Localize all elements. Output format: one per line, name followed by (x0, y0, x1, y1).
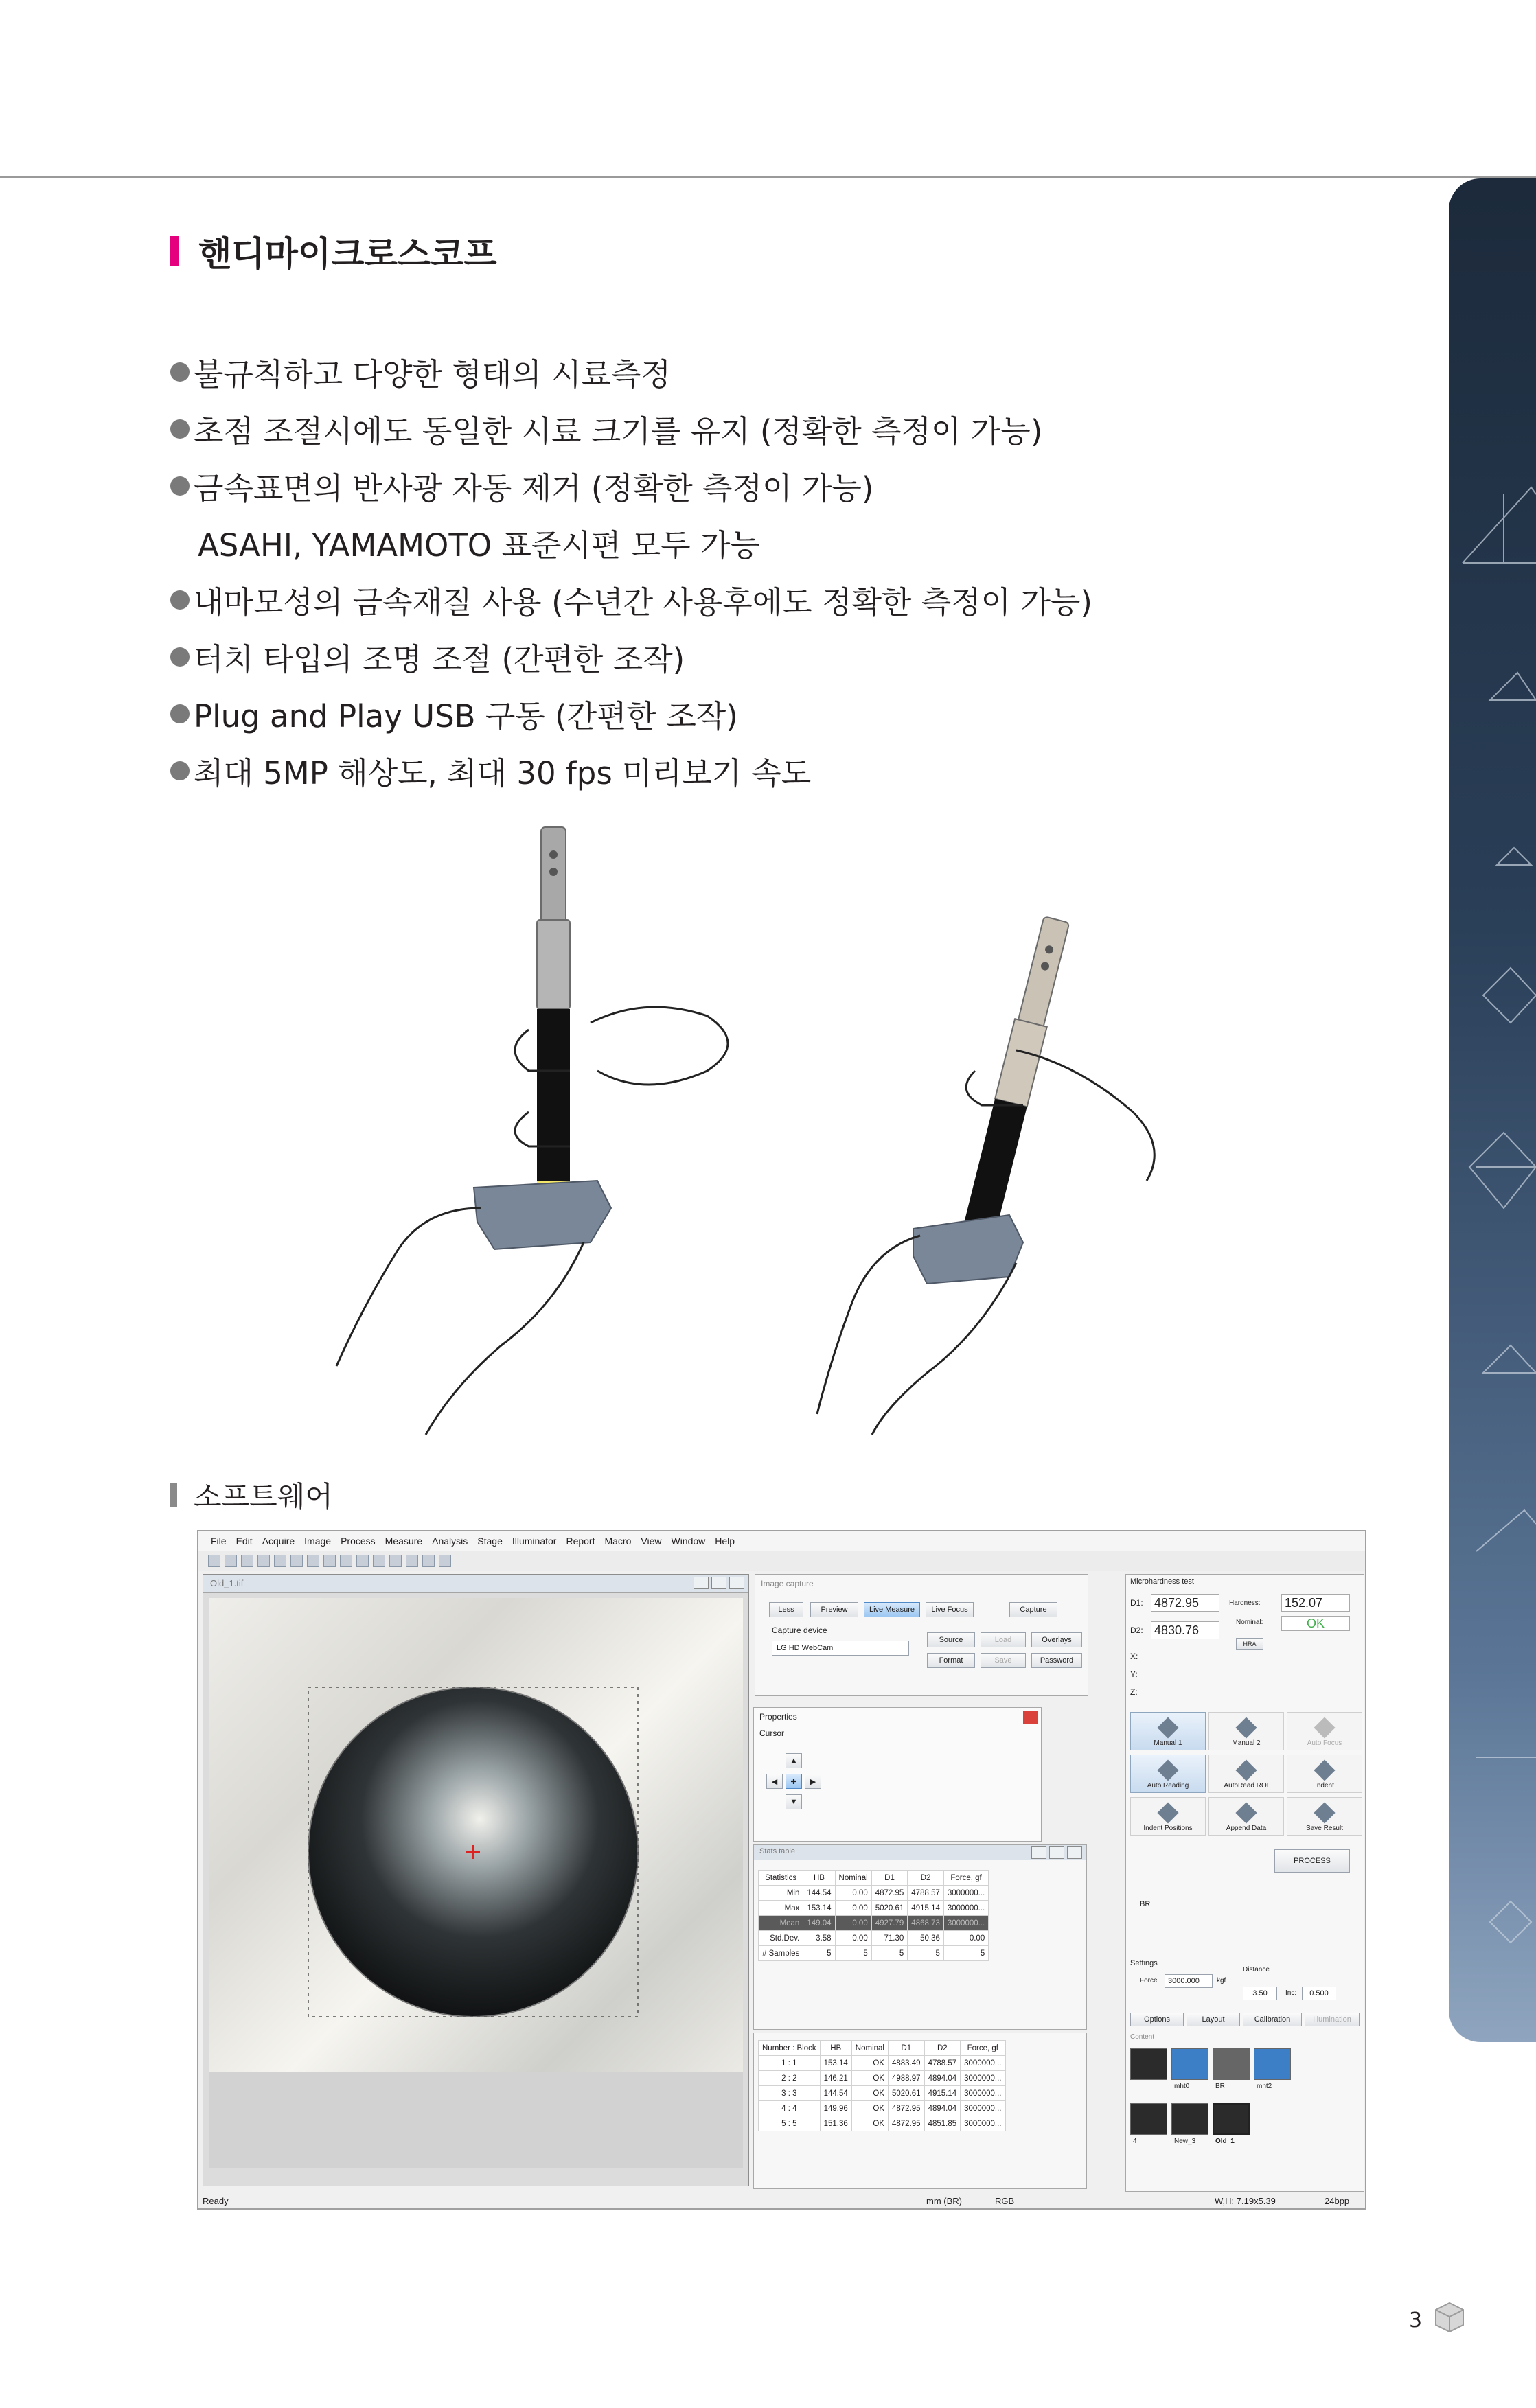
feature-list (170, 343, 1338, 799)
properties-panel (753, 1707, 1042, 1842)
thumbnail[interactable] (1130, 2048, 1167, 2080)
table-cell: 4883.49 (888, 2056, 924, 2071)
column-header[interactable]: D1 (888, 2041, 924, 2056)
feature-text: ASAHI, YAMAMOTO 표준시편 모두 가능 (198, 527, 760, 564)
button-label: Manual 2 (1232, 1739, 1261, 1747)
software-subtitle (170, 1474, 333, 1516)
bullet-icon (170, 476, 190, 496)
menu-macro[interactable]: Macro (604, 1536, 632, 1547)
maximize-icon[interactable] (711, 1577, 726, 1589)
table-cell: # Samples (759, 1946, 803, 1961)
bullet-icon (170, 761, 190, 780)
save-icon (1314, 1802, 1335, 1823)
column-header[interactable]: Force, gf (961, 2041, 1005, 2056)
menu-report[interactable]: Report (566, 1536, 595, 1547)
inc-input[interactable]: 0.500 (1302, 1987, 1336, 2000)
stats-table (758, 1870, 989, 1961)
force-label: Force (1140, 1977, 1158, 1984)
column-header[interactable]: Nominal (835, 1871, 871, 1886)
inc-label: Inc: (1285, 1989, 1297, 1997)
tab-illumination[interactable]: Illumination (1305, 2013, 1360, 2026)
indent-button[interactable] (1287, 1755, 1362, 1793)
load-button[interactable]: Load (981, 1632, 1026, 1647)
focus-icon (1314, 1717, 1335, 1738)
preview-button[interactable]: Preview (810, 1602, 858, 1617)
feature-item (170, 343, 1338, 400)
manual-1-button[interactable] (1130, 1712, 1206, 1750)
hardness-title: Microhardness test (1130, 1577, 1194, 1586)
grid-icon (1157, 1802, 1178, 1823)
histogram-icon[interactable] (356, 1555, 369, 1567)
thumbnail-label: mht0 (1174, 2083, 1190, 2090)
feature-item (170, 685, 1338, 742)
data-table (758, 2040, 1006, 2131)
roi-icon (1235, 1759, 1257, 1781)
status-depth: 24bpp (1325, 2196, 1350, 2206)
feature-text: 내마모성의 금속재질 사용 (수년간 사용후에도 정확한 측정이 가능) (194, 584, 1092, 621)
specimen-image[interactable] (209, 1598, 743, 2072)
column-header[interactable]: D2 (924, 2041, 961, 2056)
d1-value: 4872.95 (1151, 1594, 1219, 1612)
table-cell: 71.30 (871, 1931, 908, 1946)
table-cell: 4872.95 (888, 2116, 924, 2131)
bullet-icon (170, 647, 190, 667)
print-icon[interactable] (257, 1555, 270, 1567)
button-label: Save Result (1306, 1825, 1343, 1832)
table-cell: 0.00 (835, 1886, 871, 1901)
button-label: Indent (1315, 1782, 1334, 1790)
table-row[interactable] (759, 2101, 1006, 2116)
menu-help[interactable]: Help (715, 1536, 735, 1547)
append-icon (1235, 1802, 1257, 1823)
settings-label: Settings (1130, 1959, 1158, 1967)
ruler-icon[interactable] (422, 1555, 435, 1567)
indenter-label: BR (1140, 1900, 1151, 1908)
less-button[interactable]: Less (769, 1602, 803, 1617)
section-title-text: 핸디마이크로스코프 (198, 234, 497, 274)
feature-text: 불규칙하고 다양한 형태의 시료측정 (194, 356, 671, 393)
stats-window (753, 1844, 1087, 2030)
z-label: Z: (1130, 1687, 1138, 1697)
zoom-out-icon[interactable] (389, 1555, 402, 1567)
status-unit: mm (BR) (926, 2196, 962, 2206)
side-decoration-tab (1449, 178, 1536, 2042)
capture-button[interactable]: Capture (1009, 1602, 1057, 1617)
table-cell: 3000000... (961, 2071, 1005, 2086)
title-accent-bar (170, 236, 179, 266)
bullet-icon (170, 362, 190, 382)
table-cell: OK (851, 2101, 888, 2116)
table-cell: 4851.85 (924, 2116, 961, 2131)
table-cell: 4988.97 (888, 2071, 924, 2086)
thumbnail[interactable] (1171, 2103, 1208, 2135)
tab-options[interactable]: Options (1130, 2013, 1184, 2026)
table-row[interactable] (759, 1931, 989, 1946)
menu-illuminator[interactable]: Illuminator (512, 1536, 557, 1547)
maximize-icon[interactable] (1049, 1846, 1064, 1859)
column-header[interactable]: HB (803, 1871, 835, 1886)
table-cell: 4872.95 (888, 2101, 924, 2116)
table-cell: 153.14 (820, 2056, 851, 2071)
indenter-icon (1314, 1759, 1335, 1781)
autoread-roi-button[interactable] (1208, 1755, 1284, 1793)
indent-positions-button[interactable] (1130, 1797, 1206, 1836)
thumbnail-selected[interactable] (1213, 2103, 1250, 2135)
new-icon[interactable] (208, 1555, 220, 1567)
menu-edit[interactable]: Edit (236, 1536, 253, 1547)
thumbnail[interactable] (1213, 2048, 1250, 2080)
image-margin (209, 2072, 743, 2168)
table-cell: OK (851, 2071, 888, 2086)
table-cell: 4872.95 (871, 1886, 908, 1901)
bullet-icon (170, 704, 190, 723)
button-label: Indent Positions (1143, 1825, 1193, 1832)
microscope-illustration (323, 824, 1250, 1442)
tab-calibration[interactable]: Calibration (1243, 2013, 1302, 2026)
image-window-title (203, 1575, 748, 1593)
nominal-value: OK (1281, 1616, 1350, 1631)
save-icon[interactable] (241, 1555, 253, 1567)
nominal-label: Nominal: (1236, 1619, 1263, 1626)
feature-item (170, 457, 1338, 514)
menu-view[interactable]: View (641, 1536, 662, 1547)
force-select[interactable]: 3000.000 (1165, 1974, 1213, 1988)
table-cell: 153.14 (803, 1901, 835, 1916)
menu-process[interactable]: Process (341, 1536, 376, 1547)
y-label: Y: (1130, 1669, 1138, 1679)
thumbnail-label: New_3 (1174, 2138, 1196, 2145)
column-header[interactable]: D1 (871, 1871, 908, 1886)
d1-label: D1: (1130, 1598, 1143, 1608)
live-measure-button[interactable]: Live Measure (864, 1602, 920, 1617)
hardness-panel (1125, 1574, 1364, 2192)
table-cell: Min (759, 1886, 803, 1901)
table-cell: Max (759, 1901, 803, 1916)
arrow-up-icon[interactable]: ▲ (786, 1753, 802, 1768)
feature-item (170, 628, 1338, 685)
d2-label: D2: (1130, 1625, 1143, 1635)
close-icon[interactable] (729, 1577, 744, 1589)
thumbnail[interactable] (1171, 2048, 1208, 2080)
subtitle-accent-bar (170, 1483, 177, 1507)
distance-input[interactable]: 3.50 (1243, 1987, 1277, 2000)
paste-icon[interactable] (307, 1555, 319, 1567)
table-cell: 4 : 4 (759, 2101, 821, 2116)
table-header (759, 2041, 1006, 2056)
page-number: 3 (1409, 2308, 1423, 2332)
cursor-label: Cursor (759, 1728, 785, 1738)
table-cell: 5020.61 (888, 2086, 924, 2101)
column-header[interactable]: Statistics (759, 1871, 803, 1886)
column-header[interactable]: D2 (908, 1871, 944, 1886)
table-cell: 5 (803, 1946, 835, 1961)
table-cell: 3000000... (961, 2086, 1005, 2101)
button-label: Append Data (1226, 1825, 1267, 1832)
force-unit: kgf (1217, 1977, 1226, 1984)
save-capture-button[interactable]: Save (981, 1653, 1026, 1668)
table-cell: Mean (759, 1916, 803, 1931)
menu-file[interactable]: File (211, 1536, 227, 1547)
thumbnail-label: 4 (1133, 2138, 1137, 2145)
hardness-value: 152.07 (1281, 1594, 1350, 1612)
cursor-pad (766, 1753, 821, 1812)
table-row[interactable] (759, 2071, 1006, 2086)
microscope-tilted (817, 916, 1154, 1435)
column-header[interactable]: Nominal (851, 2041, 888, 2056)
table-cell: 0.00 (835, 1916, 871, 1931)
table-cell: 151.36 (820, 2116, 851, 2131)
feature-text: Plug and Play USB 구동 (간편한 조작) (194, 698, 738, 734)
diamond-icon (1235, 1717, 1257, 1738)
button-label: Auto Focus (1307, 1739, 1342, 1747)
table-cell: 5 (871, 1946, 908, 1961)
table-cell: 3000000... (961, 2101, 1005, 2116)
table-cell: 146.21 (820, 2071, 851, 2086)
close-icon[interactable] (1023, 1711, 1038, 1724)
table-cell: OK (851, 2086, 888, 2101)
bullet-icon (170, 419, 190, 439)
thumbnail[interactable] (1130, 2103, 1167, 2135)
table-cell: 4915.14 (908, 1901, 944, 1916)
table-cell: 3000000... (943, 1916, 988, 1931)
table-cell: 144.54 (820, 2086, 851, 2101)
table-cell: 4788.57 (924, 2056, 961, 2071)
table-cell: 3000000... (961, 2116, 1005, 2131)
table-row[interactable] (759, 1886, 989, 1901)
menu-measure[interactable]: Measure (385, 1536, 423, 1547)
arrow-left-icon[interactable]: ◀ (766, 1774, 783, 1789)
table-header (759, 1871, 989, 1886)
table-cell: 2 : 2 (759, 2071, 821, 2086)
button-label: AutoRead ROI (1224, 1782, 1269, 1790)
capture-device-select[interactable]: LG HD WebCam (772, 1641, 909, 1656)
feature-text: 터치 타입의 조명 조절 (간편한 조작) (194, 641, 685, 678)
password-button[interactable]: Password (1031, 1653, 1082, 1668)
distance-label: Distance (1243, 1966, 1270, 1973)
table-cell: OK (851, 2056, 888, 2071)
thumbnail-label: Old_1 (1215, 2138, 1235, 2145)
menu-acquire[interactable]: Acquire (262, 1536, 295, 1547)
table-cell: 4927.79 (871, 1916, 908, 1931)
camera-icon[interactable] (340, 1555, 352, 1567)
capture-device-label: Capture device (772, 1625, 827, 1635)
table-cell: 4894.04 (924, 2071, 961, 2086)
undo-icon[interactable] (323, 1555, 336, 1567)
table-cell: 1 : 1 (759, 2056, 821, 2071)
microscope-upright (336, 827, 728, 1435)
section-title (170, 227, 497, 276)
feature-item (170, 400, 1338, 457)
table-cell: 149.04 (803, 1916, 835, 1931)
auto-focus-button[interactable] (1287, 1712, 1362, 1750)
play-icon[interactable] (439, 1555, 451, 1567)
table-cell: 144.54 (803, 1886, 835, 1901)
live-focus-button[interactable]: Live Focus (926, 1602, 974, 1617)
feature-text: 최대 5MP 해상도, 최대 30 fps 미리보기 속도 (194, 755, 812, 791)
zoom-fit-icon[interactable] (406, 1555, 418, 1567)
table-cell: 5 : 5 (759, 2116, 821, 2131)
format-button[interactable]: Format (927, 1653, 975, 1668)
arrow-down-icon[interactable]: ▼ (786, 1794, 802, 1809)
table-cell: 3000000... (961, 2056, 1005, 2071)
menu-analysis[interactable]: Analysis (432, 1536, 468, 1547)
indentation-image (209, 1598, 743, 2072)
center-icon[interactable]: ✚ (786, 1774, 802, 1789)
button-label: Auto Reading (1147, 1782, 1189, 1790)
menu-window[interactable]: Window (671, 1536, 706, 1547)
table-cell: 3.58 (803, 1931, 835, 1946)
table-cell: 4788.57 (908, 1886, 944, 1901)
minimize-icon[interactable] (694, 1577, 709, 1589)
process-button[interactable]: PROCESS (1274, 1849, 1350, 1873)
table-cell: 3 : 3 (759, 2086, 821, 2101)
target-icon (1157, 1759, 1178, 1781)
button-label: Manual 1 (1154, 1739, 1182, 1747)
table-cell: OK (851, 2116, 888, 2131)
minimize-icon[interactable] (1031, 1846, 1046, 1859)
feature-text: 초점 조절시에도 동일한 시료 크기를 유지 (정확한 측정이 가능) (194, 413, 1043, 450)
status-color: RGB (995, 2196, 1015, 2206)
table-cell: 3000000... (943, 1886, 988, 1901)
content-label: Content (1130, 2033, 1155, 2041)
zoom-in-icon[interactable] (373, 1555, 385, 1567)
x-label: X: (1130, 1652, 1138, 1661)
thumbnail[interactable] (1254, 2048, 1291, 2080)
thumbnail-label: mht2 (1257, 2083, 1272, 2090)
feature-text: 금속표면의 반사광 자동 제거 (정확한 측정이 가능) (194, 470, 874, 507)
data-window (753, 2033, 1087, 2189)
properties-title: Properties (759, 1712, 797, 1722)
copy-icon[interactable] (290, 1555, 303, 1567)
cut-icon[interactable] (274, 1555, 286, 1567)
table-row[interactable] (759, 1946, 989, 1961)
overlays-button[interactable]: Overlays (1031, 1632, 1082, 1647)
auto-reading-button[interactable] (1130, 1755, 1206, 1793)
table-cell: 4868.73 (908, 1916, 944, 1931)
table-cell: 5 (908, 1946, 944, 1961)
table-cell: 50.36 (908, 1931, 944, 1946)
status-ready: Ready (203, 2196, 229, 2206)
column-header[interactable]: Force, gf (943, 1871, 988, 1886)
feature-item (170, 742, 1338, 799)
table-row[interactable] (759, 2116, 1006, 2131)
capture-panel (755, 1574, 1088, 1696)
table-cell: 0.00 (835, 1931, 871, 1946)
tab-layout[interactable]: Layout (1187, 2013, 1240, 2026)
cube-icon (1432, 2300, 1467, 2334)
table-row[interactable] (759, 1901, 989, 1916)
image-window-title-text: Old_1.tif (210, 1578, 244, 1588)
table-cell: 0.00 (835, 1901, 871, 1916)
table-row[interactable] (759, 2086, 1006, 2101)
unit-button[interactable]: HRA (1236, 1638, 1263, 1650)
menu-image[interactable]: Image (304, 1536, 332, 1547)
close-icon[interactable] (1067, 1846, 1082, 1859)
table-cell: 4915.14 (924, 2086, 961, 2101)
menu-bar (198, 1531, 1365, 1551)
d2-value: 4830.76 (1151, 1621, 1219, 1639)
table-cell: 5020.61 (871, 1901, 908, 1916)
status-bar (198, 2192, 1365, 2208)
table-cell: 4894.04 (924, 2101, 961, 2116)
table-cell: 5 (943, 1946, 988, 1961)
software-subtitle-text: 소프트웨어 (194, 1480, 333, 1514)
stats-window-title-text: Stats table (759, 1847, 795, 1855)
save-result-button[interactable] (1287, 1797, 1362, 1836)
feature-item (170, 514, 1338, 571)
menu-stage[interactable]: Stage (477, 1536, 503, 1547)
thumbnail-label: BR (1215, 2083, 1225, 2090)
table-cell: 149.96 (820, 2101, 851, 2116)
table-cell: 3000000... (943, 1901, 988, 1916)
hardness-label: Hardness: (1229, 1599, 1261, 1607)
toolbar (198, 1551, 1365, 1571)
bullet-icon (170, 590, 190, 610)
diamond-icon (1157, 1717, 1178, 1738)
feature-item (170, 571, 1338, 628)
table-row[interactable] (759, 2056, 1006, 2071)
table-cell: 0.00 (943, 1931, 988, 1946)
table-row-selected[interactable] (759, 1916, 989, 1931)
status-size: W,H: 7.19x5.39 (1215, 2196, 1276, 2206)
source-button[interactable]: Source (927, 1632, 975, 1647)
stats-window-title (754, 1845, 1086, 1860)
open-icon[interactable] (225, 1555, 237, 1567)
column-header[interactable]: HB (820, 2041, 851, 2056)
top-rule (0, 176, 1536, 178)
table-cell: 5 (835, 1946, 871, 1961)
table-cell: Std.Dev. (759, 1931, 803, 1946)
column-header[interactable]: Number : Block (759, 2041, 821, 2056)
manual-2-button[interactable] (1208, 1712, 1284, 1750)
capture-title: Image capture (761, 1579, 814, 1588)
image-window (203, 1574, 749, 2186)
append-data-button[interactable] (1208, 1797, 1284, 1836)
arrow-right-icon[interactable]: ▶ (805, 1774, 821, 1789)
software-screenshot (197, 1530, 1366, 2210)
